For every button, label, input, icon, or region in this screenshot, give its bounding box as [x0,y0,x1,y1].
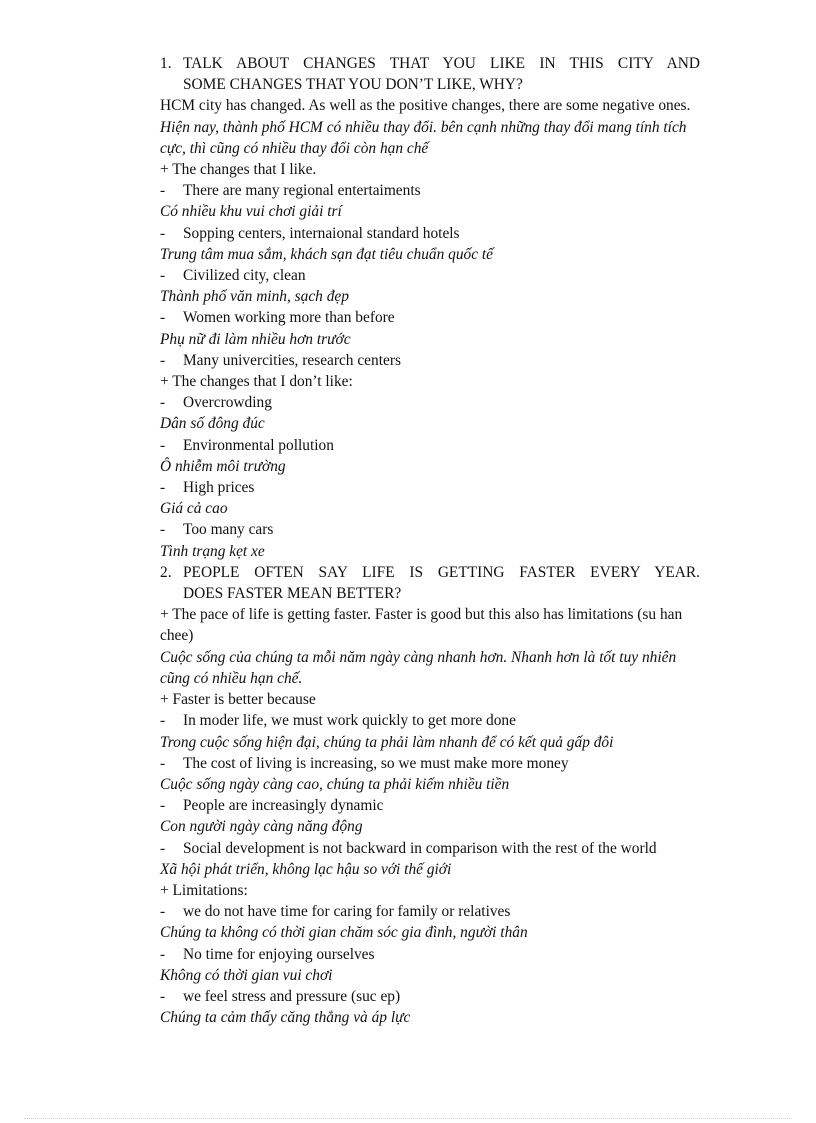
bullet-dash: - [160,754,166,772]
item-vi: Phụ nữ đi làm nhiều hơn trước [160,330,351,348]
item-en: No time for enjoying ourselves [183,945,375,963]
list-item [160,519,700,540]
list-item [160,838,700,859]
bullet-dash: - [160,351,166,369]
list-item [160,986,700,1007]
item-vi: Xã hội phát triển, không lạc hậu so với thế giới [160,860,452,878]
section-2-heading [160,562,700,583]
bullet-dash: - [160,945,166,963]
section-1-title-line2: SOME CHANGES THAT YOU DON’T LIKE, WHY? [183,76,523,94]
section-2-intro-vi: Cuộc sống của chúng ta mỗi năm ngày càng nhanh hơn. Nhanh hơn là tốt tuy nhiên cũng có nhiều hạn chế. [160,648,677,687]
section-1-intro-en: HCM city has changed. As well as the positive changes, there are some negative ones. [160,97,691,115]
bullet-dash: - [160,903,166,921]
page-bottom-divider [24,1118,792,1119]
item-vi: Có nhiều khu vui chơi giải trí [160,203,342,221]
limit-heading: + Limitations: [160,881,248,899]
list-item [160,901,700,922]
bullet-dash: - [160,839,166,857]
item-vi: Dân số đông đúc [160,415,265,433]
item-vi: Trong cuộc sống hiện đại, chúng ta phải làm nhanh để có kết quả gấp đôi [160,733,614,751]
item-en: There are many regional entertaiments [183,182,421,200]
item-en: Environmental pollution [183,436,334,454]
list-item [160,392,700,413]
list-item [160,265,700,286]
document-page [160,53,700,1028]
item-vi: Giá cả cao [160,500,228,518]
item-vi: Không có thời gian vui chơi [160,966,333,984]
bullet-dash: - [160,797,166,815]
list-item [160,710,700,731]
item-en: People are increasingly dynamic [183,797,384,815]
item-en: Overcrowding [183,394,272,412]
bullet-dash: - [160,436,166,454]
item-en: Too many cars [183,521,274,539]
section-2-number: 2. [160,563,172,581]
list-item [160,350,700,371]
item-vi: Thành phố văn minh, sạch đẹp [160,288,349,306]
bullet-dash: - [160,267,166,285]
list-item [160,307,700,328]
bullet-dash: - [160,182,166,200]
item-en: In moder life, we must work quickly to get more done [183,712,516,730]
bullet-dash: - [160,479,166,497]
dislike-heading: + The changes that I don’t like: [160,373,353,391]
list-item [160,753,700,774]
item-en: Women working more than before [183,309,395,327]
bullet-dash: - [160,987,166,1005]
item-en: Social development is not backward in comparison with the rest of the world [183,839,657,857]
section-1-intro-vi: Hiện nay, thành phố HCM có nhiều thay đổi. bên cạnh những thay đổi mang tính tích cực, thì cũng có nhiều thay đổi còn hạn chế [160,118,687,157]
item-en: Civilized city, clean [183,267,306,285]
item-vi: Con người ngày càng năng động [160,818,363,836]
item-en: we feel stress and pressure (suc ep) [183,987,401,1005]
bullet-dash: - [160,521,166,539]
list-item [160,944,700,965]
list-item [160,795,700,816]
section-2-title-line2-wrap [160,583,700,604]
section-1-number: 1. [160,55,172,72]
section-1-heading [160,53,700,74]
bullet-dash: - [160,394,166,412]
like-heading: + The changes that I like. [160,161,317,179]
item-en: we do not have time for caring for family or relatives [183,903,511,921]
item-vi: Chúng ta không có thời gian chăm sóc gia đình, người thân [160,924,528,942]
section-1-title-line1: TALK ABOUT CHANGES THAT YOU LIKE IN THIS CITY AND [183,55,700,72]
better-heading: + Faster is better because [160,691,316,709]
list-item [160,180,700,201]
item-en: Many univercities, research centers [183,351,401,369]
bullet-dash: - [160,224,166,242]
item-vi: Trung tâm mua sắm, khách sạn đạt tiêu chuẩn quốc tế [160,245,494,263]
item-vi: Tình trạng kẹt xe [160,542,265,560]
bullet-dash: - [160,309,166,327]
item-en: High prices [183,479,255,497]
item-en: The cost of living is increasing, so we must make more money [183,754,569,772]
list-item [160,223,700,244]
bullet-dash: - [160,712,166,730]
section-2-title-line2: DOES FASTER MEAN BETTER? [183,585,402,603]
list-item [160,435,700,456]
section-1-title-line2-wrap [160,74,700,95]
item-vi: Ô nhiễm môi trường [160,457,286,475]
item-vi: Chúng ta cảm thấy căng thẳng và áp lực [160,1009,411,1027]
item-en: Sopping centers, internaional standard hotels [183,224,460,242]
item-vi: Cuộc sống ngày càng cao, chúng ta phải kiếm nhiều tiền [160,775,510,793]
list-item [160,477,700,498]
section-2-intro-en: + The pace of life is getting faster. Faster is good but this also has limitations (su han chee) [160,606,683,645]
section-2-title-line1: PEOPLE OFTEN SAY LIFE IS GETTING FASTER EVERY YEAR. [183,563,700,581]
